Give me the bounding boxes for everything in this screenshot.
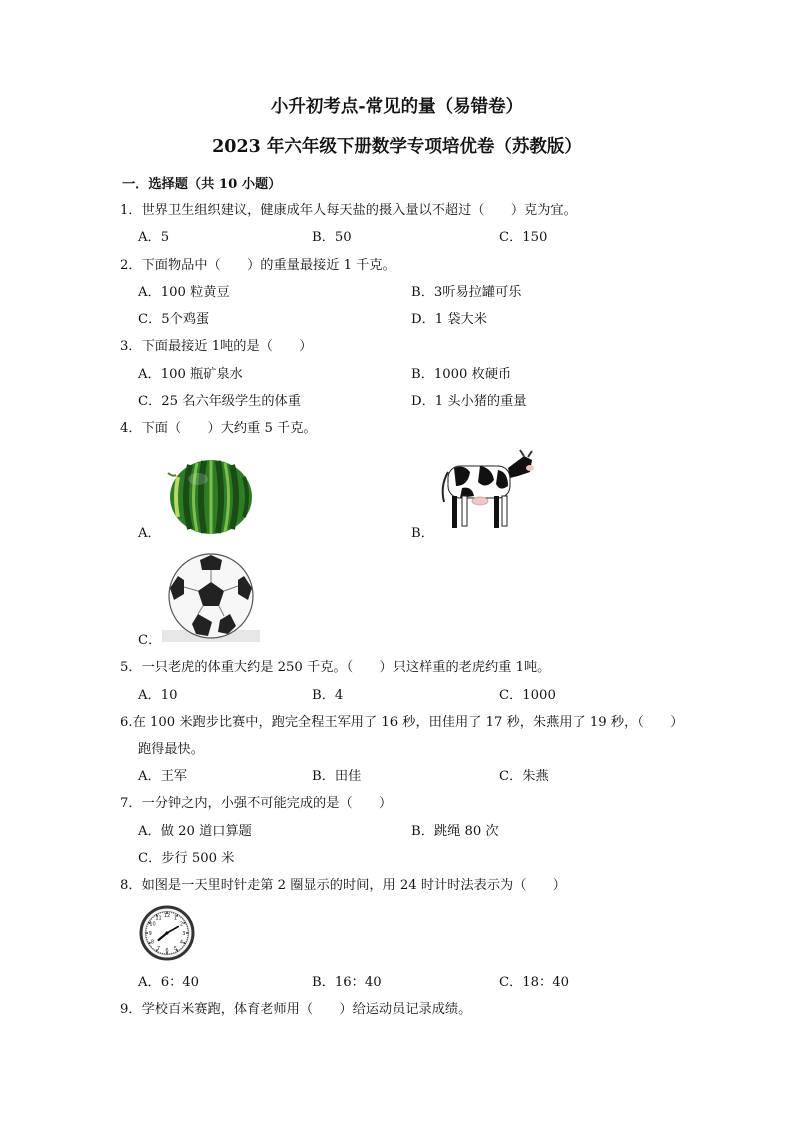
question-4-stem: 4．下面（ ）大约重 5 千克。 — [120, 421, 317, 436]
question-6-stem: 6.在 100 米跑步比赛中，跑完全程王军用了 16 秒，田佳用了 17 秒，朱燕用了 19 秒，（ ） — [120, 715, 684, 730]
section-heading: 一．选择题（共 10 小题） — [122, 177, 282, 192]
svg-text:8: 8 — [150, 939, 155, 946]
watermelon-image — [164, 455, 258, 535]
page-subtitle: 2023 年六年级下册数学专项培优卷（苏教版） — [212, 137, 582, 157]
question-8-option-c: C．18：40 — [499, 975, 570, 990]
question-3-option-a: A．100 瓶矿泉水 — [138, 367, 243, 382]
question-3-option-d: D．1 头小猪的重量 — [411, 394, 527, 409]
svg-text:5: 5 — [173, 945, 178, 952]
question-5-option-c: C．1000 — [499, 688, 556, 703]
question-1-stem: 1．世界卫生组织建议，健康成年人每天盐的摄入量以不超过（ ）克为宜。 — [120, 203, 577, 218]
question-7-option-a: A．做 20 道口算题 — [138, 824, 252, 839]
question-5-stem: 5．一只老虎的体重大约是 250 千克。（ ）只这样重的老虎约重 1吨。 — [120, 660, 551, 675]
question-2-option-d: D．1 袋大米 — [411, 312, 487, 327]
question-4-option-c: C． — [138, 633, 162, 648]
question-3-option-b: B．1000 枚硬币 — [411, 367, 512, 382]
question-6-option-c: C．朱燕 — [499, 769, 549, 784]
question-3-option-c: C．25 名六年级学生的体重 — [138, 394, 301, 409]
soccer-ball-image — [162, 552, 260, 642]
question-6-option-a: A．王军 — [138, 769, 188, 784]
question-7-stem: 7．一分钟之内，小强不可能完成的是（ ） — [120, 796, 393, 811]
question-5-option-a: A．10 — [138, 688, 178, 703]
question-7-option-b: B．跳绳 80 次 — [411, 824, 499, 839]
svg-text:7: 7 — [156, 945, 161, 952]
svg-text:4: 4 — [179, 939, 184, 946]
page-title: 小升初考点-常见的量（易错卷） — [270, 97, 524, 117]
question-6-option-b: B．田佳 — [312, 769, 362, 784]
question-4-option-b: B． — [411, 526, 434, 541]
question-7-option-c: C．步行 500 米 — [138, 851, 235, 866]
svg-text:11: 11 — [155, 915, 162, 922]
question-1-option-c: C．150 — [499, 230, 548, 245]
question-8-stem: 8．如图是一天里时针走第 2 圈显示的时间，用 24 时计时法表示为（ ） — [120, 878, 566, 893]
question-2-stem: 2．下面物品中（ ）的重量最接近 1 千克。 — [120, 258, 396, 273]
question-2-option-c: C．5个鸡蛋 — [138, 312, 210, 327]
svg-text:6: 6 — [165, 948, 169, 954]
svg-text:12: 12 — [163, 913, 171, 919]
svg-text:9: 9 — [148, 930, 152, 937]
cow-image — [434, 446, 538, 536]
svg-text:3: 3 — [182, 930, 186, 937]
svg-text:2: 2 — [179, 921, 184, 928]
question-2-option-a: A．100 粒黄豆 — [138, 285, 230, 300]
question-6-stem-continued: 跑得最快。 — [138, 742, 204, 757]
svg-text:1: 1 — [173, 915, 178, 922]
question-1-option-a: A．5 — [138, 230, 170, 245]
question-8-option-b: B．16：40 — [312, 975, 382, 990]
question-8-option-a: A．6：40 — [138, 975, 200, 990]
question-4-option-a: A． — [138, 526, 161, 541]
question-5-option-b: B．4 — [312, 688, 344, 703]
svg-text:10: 10 — [149, 921, 156, 928]
question-3-stem: 3．下面最接近 1吨的是（ ） — [120, 339, 313, 354]
question-9-stem: 9．学校百米赛跑，体育老师用（ ）给运动员记录成绩。 — [120, 1002, 472, 1017]
clock-image — [139, 905, 195, 961]
question-1-option-b: B．50 — [312, 230, 352, 245]
question-2-option-b: B．3听易拉罐可乐 — [411, 285, 522, 300]
